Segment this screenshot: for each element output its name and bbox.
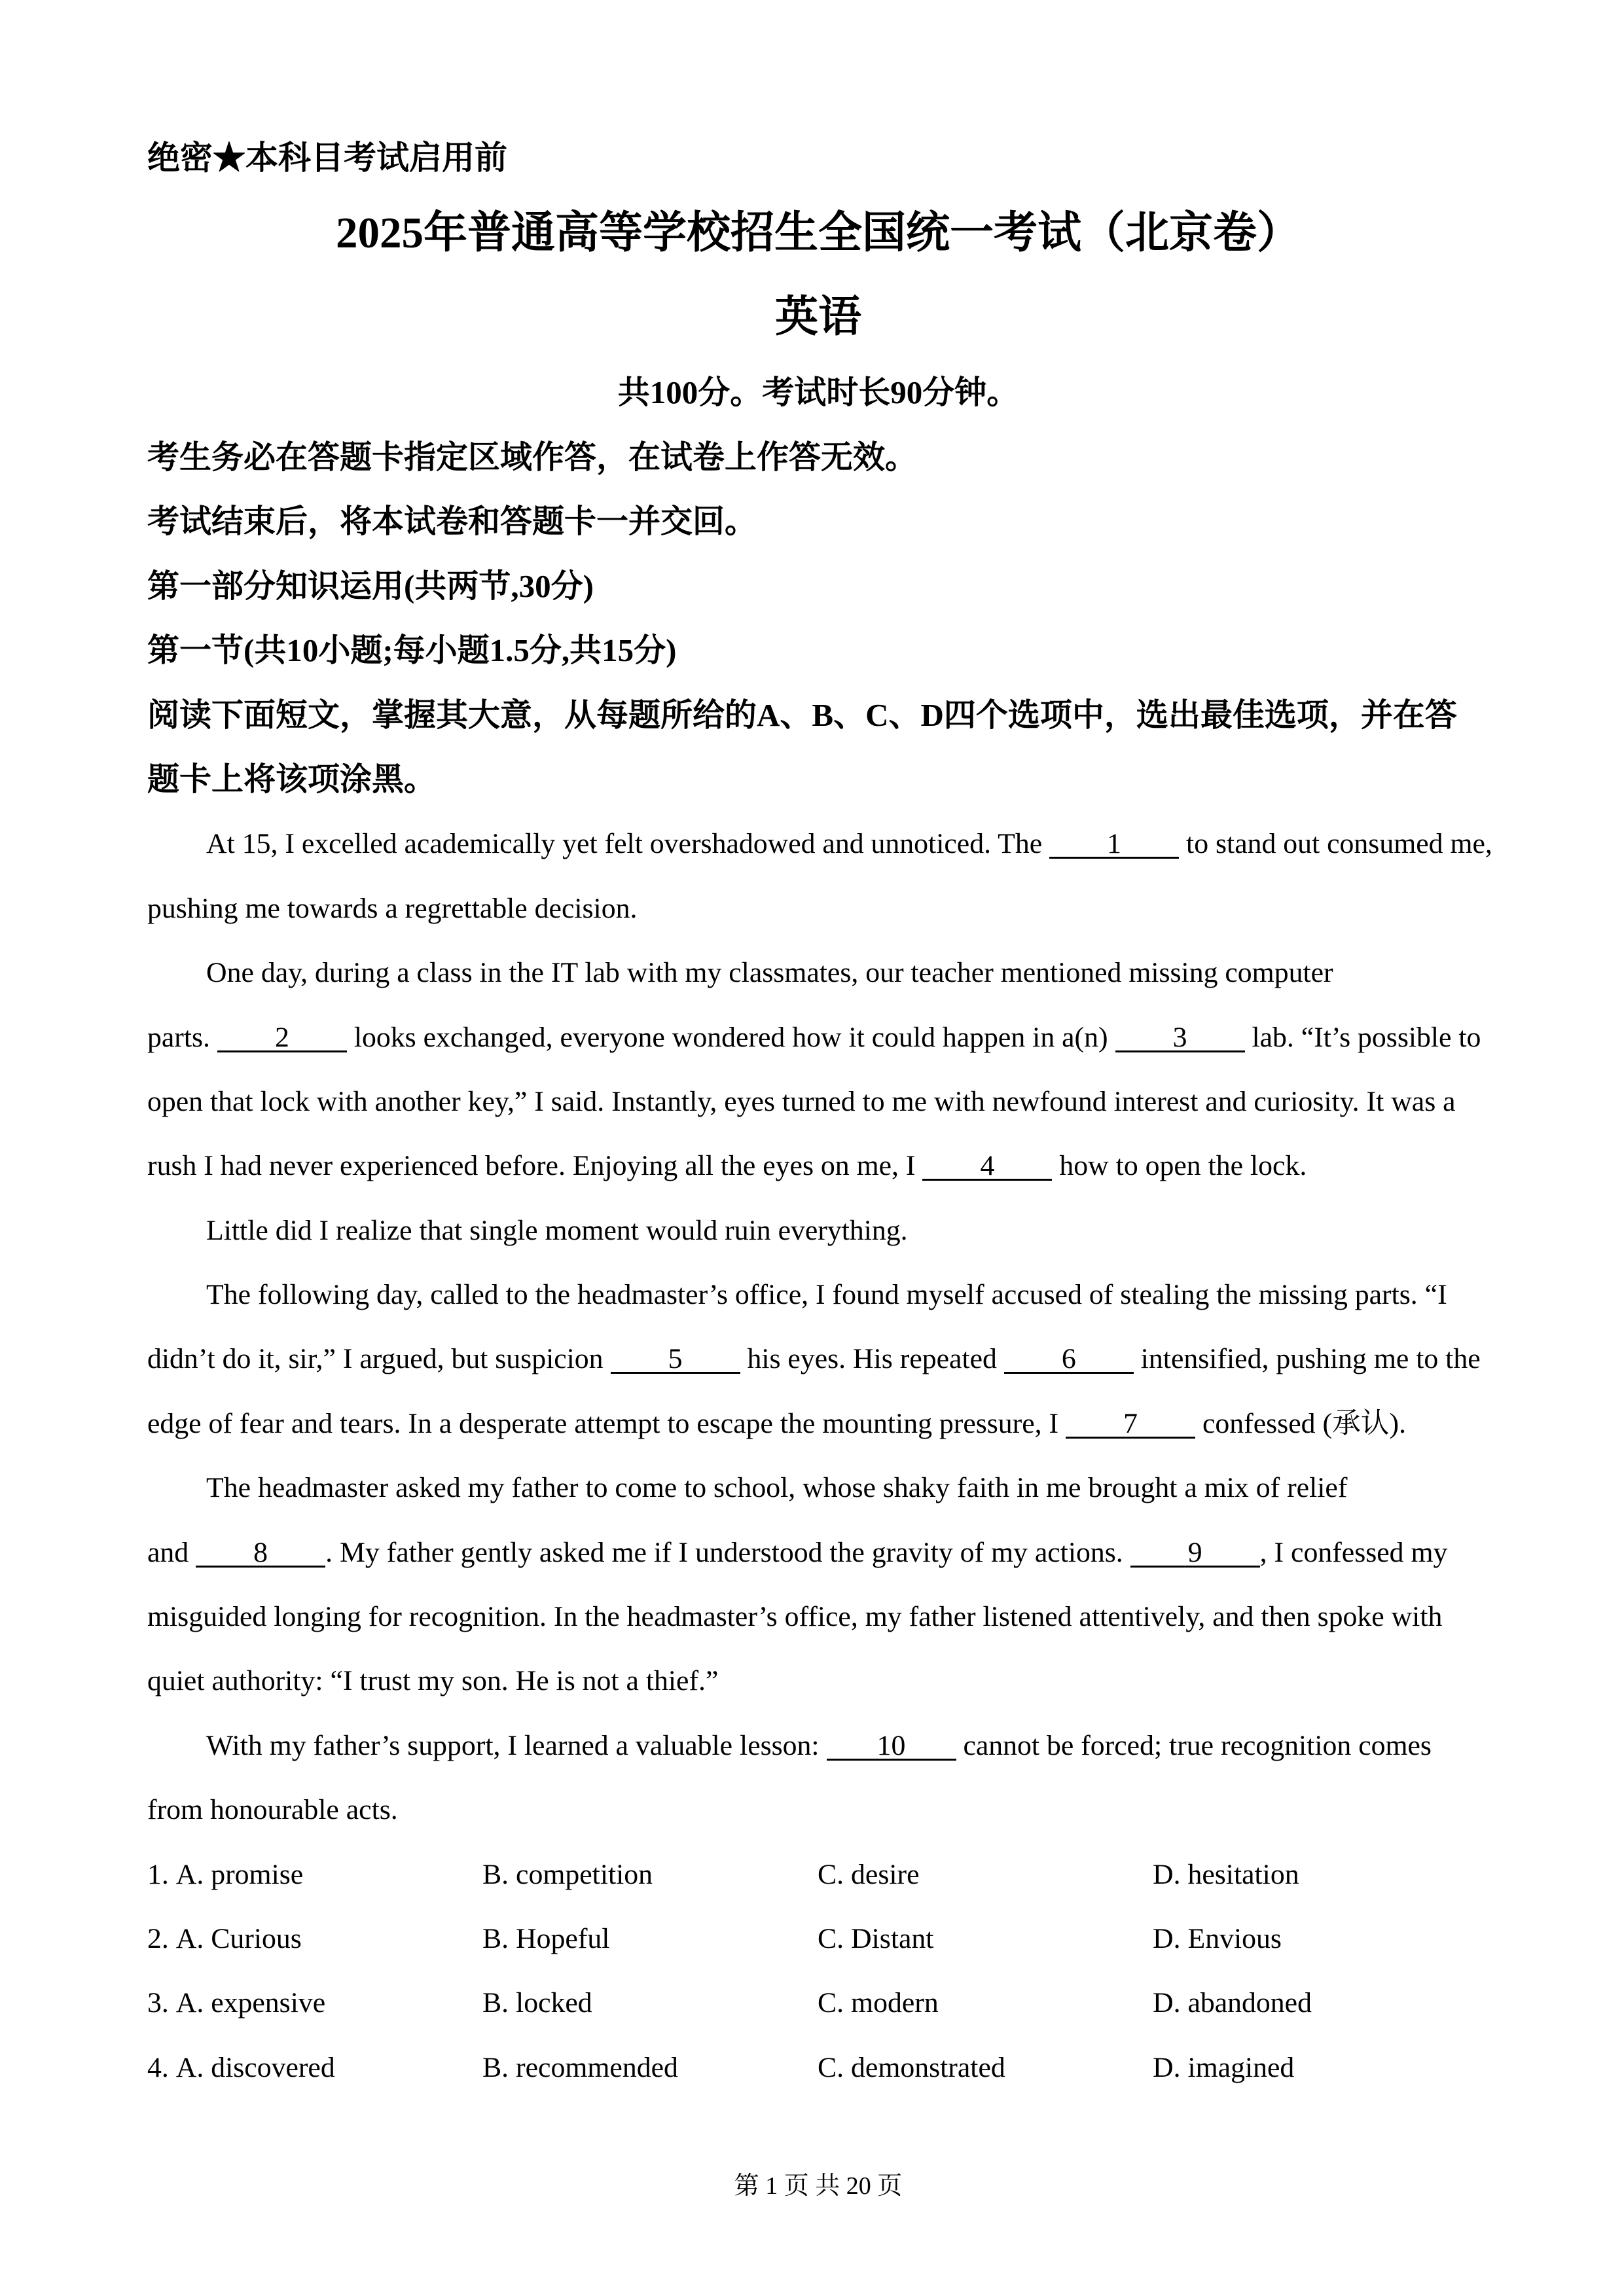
passage-text: from honourable acts. <box>147 1794 398 1826</box>
passage-text: parts. <box>147 1021 217 1053</box>
option-text: B. locked <box>482 1987 592 2019</box>
option-text: B. recommended <box>482 2051 678 2083</box>
passage-text: how to open the lock. <box>1052 1150 1307 1182</box>
question-row <box>147 1842 1489 1907</box>
passage-text: Little did I realize that single moment would ruin everything. <box>206 1214 908 1246</box>
page-footer: 第 1 页 共 20 页 <box>734 2172 903 2200</box>
question-row <box>147 1907 1489 1971</box>
option-cell <box>1153 2036 1488 2100</box>
passage-text: misguided longing for recognition. In the headmaster’s office, my father listened attentively, and then spoke with <box>147 1601 1443 1633</box>
option-text: D. abandoned <box>1153 1987 1312 2019</box>
passage-text: intensified, pushing me to the <box>1133 1343 1481 1375</box>
question-options <box>147 1842 1489 2100</box>
passage-text: open that lock with another key,” I said. Instantly, eyes turned to me with newfound interest and curiosity. It was a <box>147 1085 1456 1117</box>
option-cell <box>147 1971 482 2035</box>
option-cell <box>147 2036 482 2100</box>
passage-line <box>147 1456 1489 1520</box>
question-number: 2. <box>147 1922 169 1954</box>
option-cell <box>818 1971 1153 2035</box>
option-text: C. modern <box>818 1987 939 2019</box>
passage-line <box>147 941 1489 1005</box>
option-cell <box>1153 1842 1488 1907</box>
passage-line <box>147 1585 1489 1649</box>
answer-blank: 7 <box>1066 1410 1195 1439</box>
passage-text: lab. “It’s possible to <box>1244 1021 1481 1053</box>
option-text: A. Curious <box>175 1922 302 1954</box>
part-heading: 第一部分知识运用(共两节,30分) <box>147 567 594 604</box>
passage-line <box>147 1263 1489 1327</box>
passage-text: The following day, called to the headmaster’s office, I found myself accused of stealing the missing parts. “I <box>206 1279 1447 1311</box>
notice-line: 考生务必在答题卡指定区域作答，在试卷上作答无效。 <box>147 439 918 475</box>
option-cell <box>1153 1907 1488 1971</box>
question-row <box>147 1971 1489 2035</box>
option-text: C. desire <box>818 1858 920 1890</box>
confidential-mark: 绝密★本科目考试启用前 <box>147 139 507 176</box>
notice-line: 考试结束后，将本试卷和答题卡一并交回。 <box>147 503 757 540</box>
option-text: C. demonstrated <box>818 2051 1005 2083</box>
passage-line <box>147 1069 1489 1134</box>
exam-title: 2025年普通高等学校招生全国统一考试（北京卷） <box>336 209 1301 257</box>
passage-text: cannot be forced; true recognition comes <box>956 1729 1432 1761</box>
passage-text: With my father’s support, I learned a valuable lesson: <box>206 1729 827 1761</box>
reading-passage <box>147 812 1492 1842</box>
subject-title: 英语 <box>775 293 861 341</box>
answer-blank: 5 <box>611 1346 740 1374</box>
question-number: 4. <box>147 2051 169 2083</box>
passage-text: One day, during a class in the IT lab with my classmates, our teacher mentioned missing computer <box>206 957 1333 989</box>
passage-line <box>147 1649 1489 1713</box>
passage-line <box>147 1778 1489 1842</box>
passage-text: . My father gently asked me if I understood the gravity of my actions. <box>325 1536 1130 1568</box>
answer-blank: 8 <box>196 1539 325 1568</box>
option-cell <box>482 1971 818 2035</box>
passage-text: quiet authority: “I trust my son. He is not a thief.” <box>147 1665 719 1697</box>
option-text: D. Envious <box>1153 1922 1282 1954</box>
option-cell <box>482 2036 818 2100</box>
passage-line <box>147 1520 1489 1585</box>
answer-blank: 9 <box>1130 1539 1260 1568</box>
instructions-line: 阅读下面短文，掌握其大意，从每题所给的A、B、C、D四个选项中，选出最佳选项，并在答 <box>147 696 1457 733</box>
exam-content <box>147 425 1492 2100</box>
option-text: A. promise <box>175 1858 304 1890</box>
passage-text: didn’t do it, sir,” I argued, but suspicion <box>147 1343 611 1375</box>
passage-text: his eyes. His repeated <box>740 1343 1004 1375</box>
passage-text: pushing me towards a regrettable decision. <box>147 892 638 924</box>
passage-text: looks exchanged, everyone wondered how it could happen in a(n) <box>346 1021 1115 1053</box>
option-text: A. discovered <box>175 2051 335 2083</box>
passage-line <box>147 1134 1489 1198</box>
option-cell <box>147 1907 482 1971</box>
answer-blank: 4 <box>922 1153 1052 1181</box>
passage-line <box>147 1327 1489 1391</box>
passage-line <box>147 1391 1489 1456</box>
question-number: 1. <box>147 1858 169 1890</box>
answer-blank: 3 <box>1115 1024 1245 1052</box>
option-text: D. hesitation <box>1153 1858 1299 1890</box>
option-cell <box>482 1842 818 1907</box>
option-text: C. Distant <box>818 1922 934 1954</box>
passage-line <box>147 1198 1489 1263</box>
option-cell <box>818 2036 1153 2100</box>
option-cell <box>482 1907 818 1971</box>
passage-text: , I confessed my <box>1259 1536 1448 1568</box>
passage-line <box>147 1713 1489 1778</box>
section-heading: 第一节(共10小题;每小题1.5分,共15分) <box>147 632 677 669</box>
passage-text: to stand out consumed me, <box>1179 828 1492 860</box>
answer-blank: 10 <box>827 1732 956 1761</box>
option-cell <box>818 1842 1153 1907</box>
question-row <box>147 2036 1489 2100</box>
option-text: D. imagined <box>1153 2051 1295 2083</box>
passage-text: and <box>147 1536 196 1568</box>
passage-line <box>147 876 1489 941</box>
answer-blank: 2 <box>217 1024 347 1052</box>
passage-text: The headmaster asked my father to come to school, whose shaky faith in me brought a mix of relief <box>206 1472 1348 1504</box>
option-text: A. expensive <box>175 1987 326 2019</box>
passage-text: rush I had never experienced before. Enjoying all the eyes on me, I <box>147 1150 923 1182</box>
passage-text: confessed (承认). <box>1195 1407 1407 1439</box>
option-cell <box>147 1842 482 1907</box>
passage-line <box>147 812 1492 876</box>
option-text: B. Hopeful <box>482 1922 610 1954</box>
option-text: B. competition <box>482 1858 653 1890</box>
answer-blank: 6 <box>1004 1346 1134 1374</box>
passage-text: edge of fear and tears. In a desperate attempt to escape the mounting pressure, I <box>147 1407 1066 1439</box>
option-cell <box>1153 1971 1488 2035</box>
answer-blank: 1 <box>1049 831 1179 859</box>
score-and-duration: 共100分。考试时长90分钟。 <box>617 374 1019 410</box>
instructions-line: 题卡上将该项涂黑。 <box>147 761 437 797</box>
passage-text: At 15, I excelled academically yet felt overshadowed and unnoticed. The <box>206 828 1050 860</box>
passage-line <box>147 1005 1489 1069</box>
question-number: 3. <box>147 1987 169 2019</box>
option-cell <box>818 1907 1153 1971</box>
